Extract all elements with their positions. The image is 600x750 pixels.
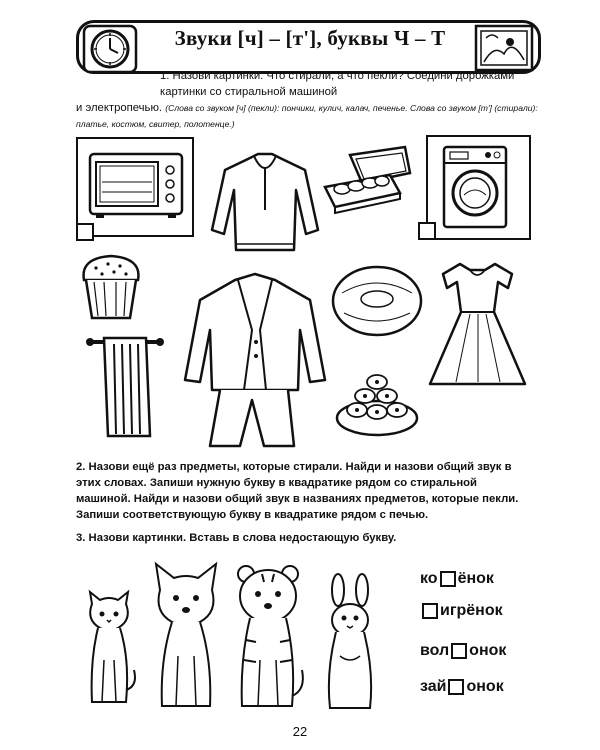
word3-before: вол	[420, 642, 450, 659]
oven-icon	[88, 150, 184, 220]
task1-text: 1. Назови картинки. Что стирали, а что пекли? Соедини дорожками картинки со стиральной машиной	[160, 70, 515, 98]
bunny-icon	[318, 572, 382, 712]
word4-after: онок	[466, 678, 504, 695]
word3-after: онок	[469, 642, 507, 659]
word-row-2	[420, 600, 503, 622]
towel-icon	[84, 328, 166, 440]
tiger-cub-icon	[228, 560, 308, 710]
task2-text: 2. Назови ещё раз предметы, которые стирали. Найди и назови общий звук в этих словах. Запиши нужную букву в квадратике рядом со стиральной машиной. Найди и назови общий звук в названиях предметов, которые пекли. Запиши соответствующую букву в квадратике рядом с печью.	[76, 461, 519, 521]
word2-after: игрёнок	[440, 602, 503, 619]
clock-icon	[82, 24, 138, 74]
task3-text: 3. Назови картинки. Вставь в слова недостающую букву.	[76, 532, 397, 544]
task1-hint: (Слова со звуком [ч] (пекли): пончики, кулич, калач, печенье. Слова со звуком [т'] (стирали): платье, костюм, свитер, полотенце.)	[76, 103, 538, 129]
kalach-icon	[330, 263, 425, 338]
word1-after: ёнок	[457, 570, 494, 587]
word-row-4	[420, 676, 504, 698]
donuts-icon	[335, 368, 420, 438]
task1-continued	[76, 100, 551, 132]
word3-blank[interactable]	[451, 643, 467, 659]
word-row-3	[420, 640, 506, 662]
muffin-icon	[76, 252, 146, 322]
page-title: Звуки [ч] – [т'], буквы Ч – Т	[174, 26, 446, 50]
wolf-cub-icon	[150, 560, 222, 710]
task1-text-cont: и электропечью.	[76, 102, 163, 114]
kitten-icon	[80, 590, 138, 708]
oven-answer-box[interactable]	[76, 223, 94, 241]
word4-blank[interactable]	[448, 679, 464, 695]
washing-machine-icon	[440, 145, 510, 230]
cookie-box-icon	[320, 145, 415, 215]
dress-icon	[420, 258, 535, 388]
washing-machine-answer-box[interactable]	[418, 222, 436, 240]
picture-icon	[474, 24, 534, 72]
word2-blank[interactable]	[422, 603, 438, 619]
word-row-1	[420, 568, 494, 590]
page-number: 22	[292, 724, 308, 739]
word1-before: ко	[420, 570, 438, 587]
sweater-icon	[210, 150, 320, 260]
suit-icon	[180, 270, 330, 450]
word1-blank[interactable]	[440, 571, 456, 587]
word4-before: зай	[420, 678, 447, 695]
